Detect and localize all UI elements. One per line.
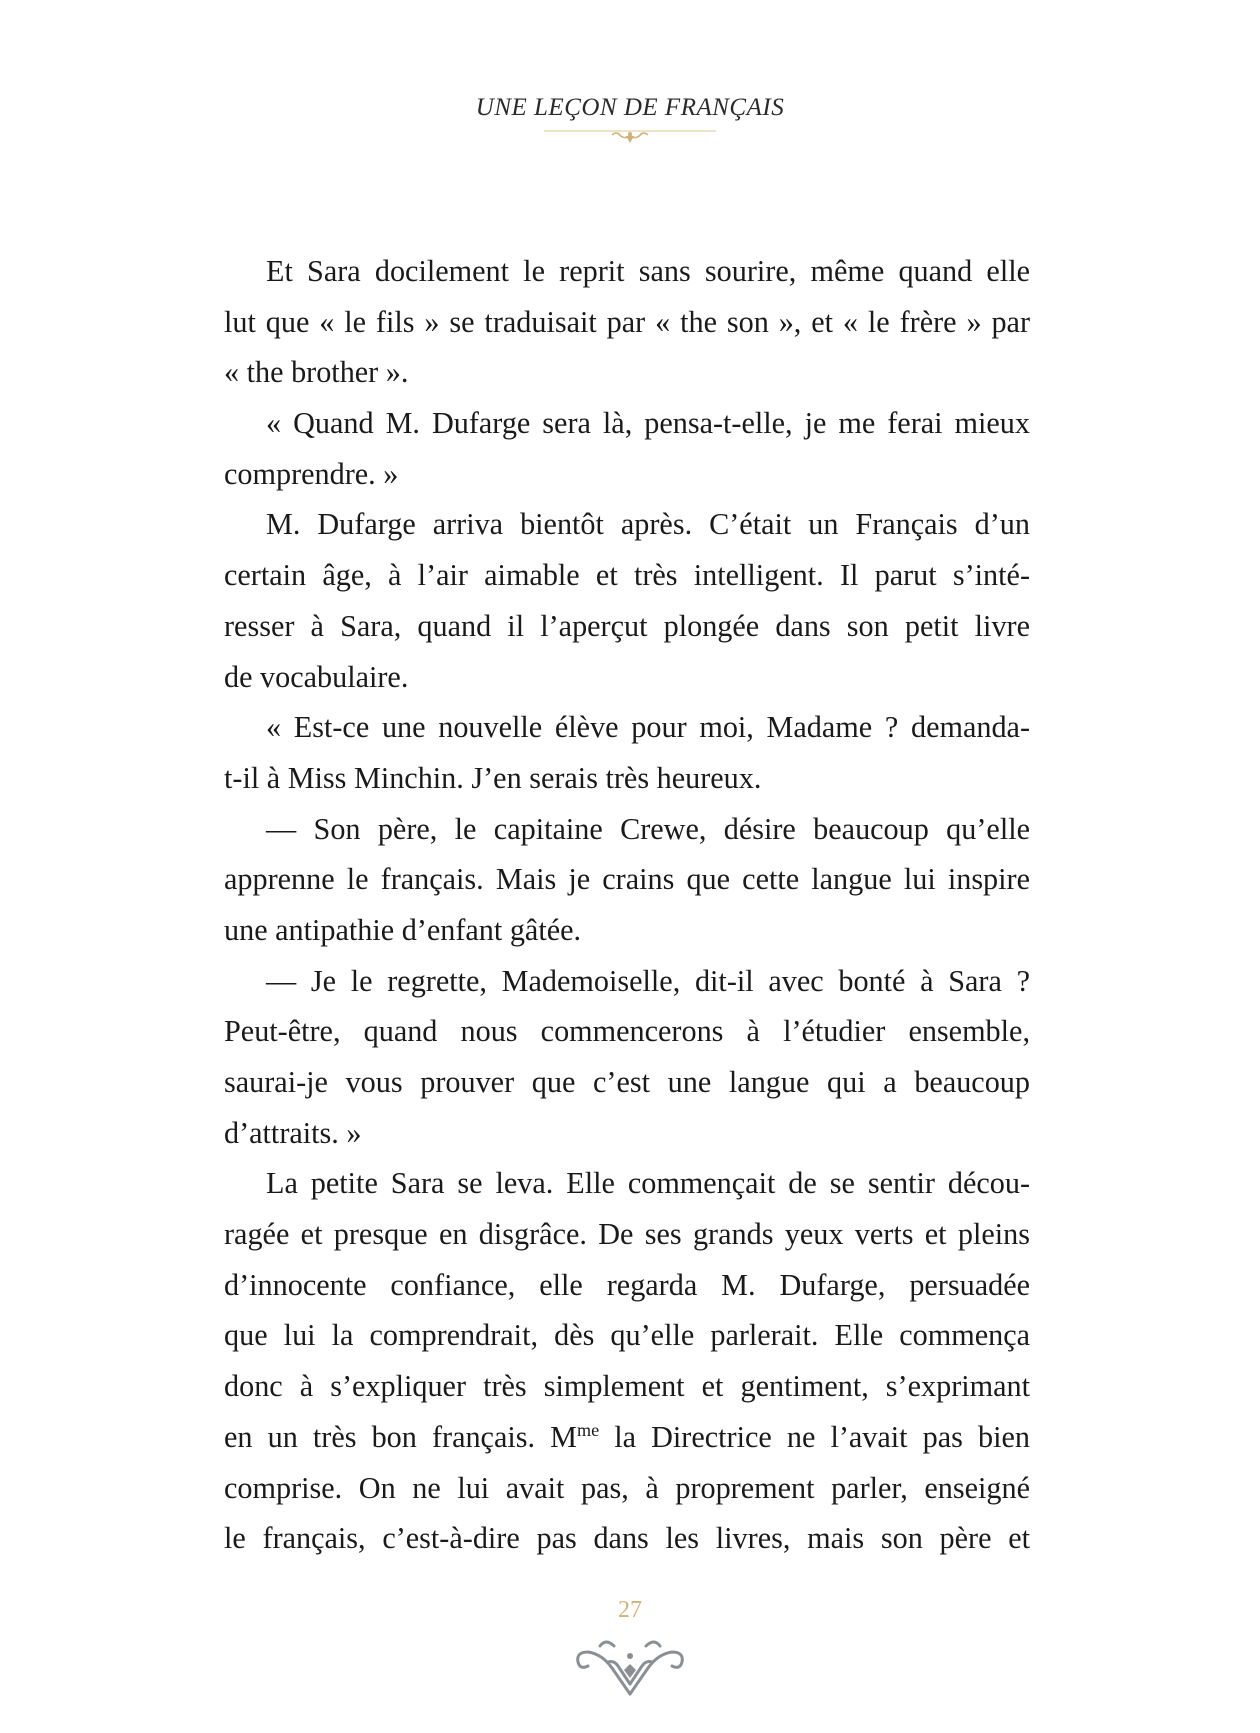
text-line: lut que « le fils » se traduisait par « the son », et « le frère » par: [224, 304, 1030, 339]
text-line: comprise. On ne lui avait pas, à proprement parler, enseigné: [224, 1470, 1030, 1505]
text-line: « Quand M. Dufarge sera là, pensa-t-elle, je me ferai mieux: [266, 406, 1030, 441]
text-line: saurai-je vous prouver que c’est une langue qui a beaucoup: [224, 1065, 1030, 1099]
text-line: certain âge, à l’air aimable et très intelligent. Il parut s’inté-: [224, 558, 1030, 593]
text-fragment: la Directrice ne l’avait pas bien: [599, 1419, 1030, 1454]
text-line: Peut-être, quand nous commencerons à l’étudier ensemble,: [224, 1014, 1030, 1049]
text-line: que lui la comprendrait, dès qu’elle parlerait. Elle commença: [224, 1318, 1030, 1353]
text-line: d’attraits. »: [224, 1115, 362, 1150]
text-line: apprenne le français. Mais je crains que cette langue lui inspire: [224, 862, 1030, 897]
text-fragment: en un très bon français. M: [224, 1419, 577, 1454]
text-line: « the brother ».: [224, 355, 409, 390]
text-line: — Son père, le capitaine Crewe, désire beaucoup qu’elle: [266, 811, 1030, 846]
text-line: resser à Sara, quand il l’aperçut plongée dans son petit livre: [224, 608, 1030, 643]
text-line: — Je le regrette, Mademoiselle, dit-il avec bonté à Sara ?: [266, 963, 1030, 998]
page-number: 27: [618, 1597, 642, 1623]
fleuron-ornament: [540, 126, 720, 148]
flourish-ornament: [572, 1616, 688, 1698]
text-line: de vocabulaire.: [224, 659, 409, 694]
body-text: [224, 246, 1030, 1564]
text-line-with-superscript: [224, 1412, 1030, 1463]
text-line: ragée et presque en disgrâce. De ses grands yeux verts et pleins: [224, 1217, 1030, 1252]
text-line: d’innocente confiance, elle regarda M. Dufarge, persuadée: [224, 1267, 1030, 1302]
superscript: me: [576, 1419, 600, 1440]
text-line: une antipathie d’enfant gâtée.: [224, 912, 582, 947]
text-line: le français, c’est-à-dire pas dans les livres, mais son père et: [224, 1521, 1030, 1556]
text-line: donc à s’expliquer très simplement et gentiment, s’exprimant: [224, 1369, 1030, 1404]
text-line: Et Sara docilement le reprit sans sourire, même quand elle: [266, 254, 1030, 288]
text-line: « Est-ce une nouvelle élève pour moi, Madame ? demanda-: [266, 710, 1030, 745]
text-line: t-il à Miss Minchin. J’en serais très heureux.: [224, 760, 762, 795]
running-title: UNE LEÇON DE FRANÇAIS: [475, 94, 785, 121]
text-line: M. Dufarge arriva bientôt après. C’était un Français d’un: [266, 507, 1030, 542]
text-line: comprendre. »: [224, 456, 399, 491]
text-line: La petite Sara se leva. Elle commençait de se sentir décou-: [266, 1166, 1030, 1201]
